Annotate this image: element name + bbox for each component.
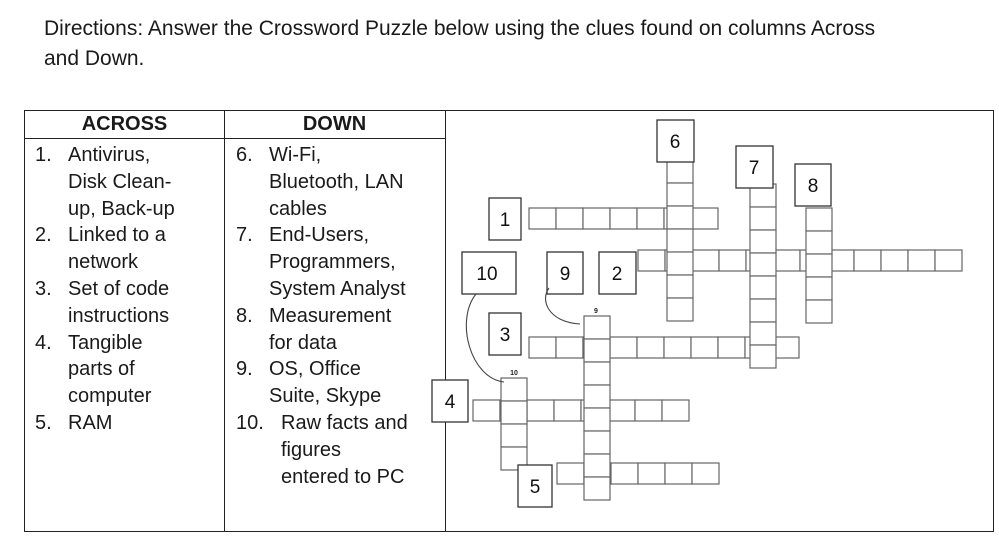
clue-number-label: 7 [748, 158, 760, 179]
crossword-cell[interactable] [584, 431, 610, 454]
crossword-cell[interactable] [806, 254, 832, 277]
clue-text-line: OS, Office [269, 358, 361, 381]
clue-number: 3. [35, 278, 52, 300]
crossword-cell[interactable] [667, 183, 693, 206]
crossword-cell[interactable] [806, 208, 832, 231]
clue-text-line: Suite, Skype [269, 385, 382, 408]
cell-start-marker: 9 [594, 308, 598, 315]
crossword-cell[interactable] [908, 250, 935, 271]
down-heading: DOWN [302, 113, 367, 135]
crossword-cell[interactable] [557, 463, 584, 484]
crossword-cell[interactable] [750, 253, 776, 276]
crossword-cell[interactable] [664, 337, 691, 358]
crossword-cell[interactable] [501, 378, 527, 401]
clue-text-line: Set of code [68, 278, 170, 300]
clue-number: 2. [35, 224, 52, 247]
crossword-cell[interactable] [584, 362, 610, 385]
crossword-cell[interactable] [637, 337, 664, 358]
clue-text-line: entered to PC [281, 465, 405, 488]
clue-text-line: cables [269, 197, 327, 220]
crossword-cell[interactable] [638, 250, 665, 271]
crossword-cell[interactable] [750, 299, 776, 322]
clue-text-line: End-Users, [269, 224, 370, 247]
crossword-cell[interactable] [667, 229, 693, 252]
crossword-cell[interactable] [473, 400, 500, 421]
crossword-cell[interactable] [773, 250, 800, 271]
clue-text-line: for data [269, 331, 337, 354]
clue-number-label: 1 [499, 210, 511, 231]
clue-number: 8. [236, 304, 253, 327]
crossword-cell[interactable] [501, 401, 527, 424]
crossword-cell[interactable] [667, 275, 693, 298]
clue-text-line: instructions [68, 304, 170, 327]
clue-number-label: 6 [669, 132, 681, 153]
crossword-cell[interactable] [584, 316, 610, 339]
crossword-cell[interactable] [584, 408, 610, 431]
clue-number: 7. [236, 224, 253, 247]
crossword-cell[interactable] [665, 463, 692, 484]
crossword-cell[interactable] [610, 337, 637, 358]
crossword-cell[interactable] [608, 400, 635, 421]
crossword-cell[interactable] [718, 337, 745, 358]
crossword-cell[interactable] [527, 400, 554, 421]
clue-number-label: 5 [529, 477, 541, 498]
crossword-cell[interactable] [635, 400, 662, 421]
clue-text-line: RAM [68, 412, 113, 434]
clue-text-line: Linked to a [68, 224, 166, 247]
clue-number-label: 2 [611, 264, 623, 285]
crossword-cell[interactable] [667, 252, 693, 275]
crossword-cell[interactable] [750, 345, 776, 368]
crossword-cell[interactable] [610, 208, 637, 229]
crossword-cell[interactable] [584, 385, 610, 408]
crossword-cell[interactable] [554, 400, 581, 421]
clue-text-line: Antivirus, [68, 144, 151, 166]
crossword-cell[interactable] [667, 206, 693, 229]
crossword-cell[interactable] [556, 337, 583, 358]
clue-text-line: Programmers, [269, 251, 396, 274]
clue-text-line: figures [281, 438, 342, 461]
crossword-cell[interactable] [637, 208, 664, 229]
clue-text-line: parts of [68, 358, 135, 381]
clue-text-line: Raw facts and [281, 412, 408, 434]
clue-number: 6. [236, 144, 253, 166]
clue-text-line: Measurement [269, 304, 392, 327]
directions-line-2: and Down. [44, 47, 145, 70]
crossword-cell[interactable] [584, 339, 610, 362]
crossword-cell[interactable] [750, 276, 776, 299]
crossword-cell[interactable] [667, 160, 693, 183]
crossword-cell[interactable] [750, 322, 776, 345]
clue-text-line: up, Back-up [68, 197, 175, 220]
cell-start-marker: 10 [510, 370, 518, 377]
crossword-cell[interactable] [667, 298, 693, 321]
crossword-cell[interactable] [806, 300, 832, 323]
crossword-cell[interactable] [584, 477, 610, 500]
clue-number: 5. [35, 412, 52, 434]
clue-text-line: Wi-Fi, [269, 144, 322, 166]
clue-number-label: 3 [499, 325, 511, 346]
crossword-cell[interactable] [691, 208, 718, 229]
crossword-cell[interactable] [501, 424, 527, 447]
clue-number-label: 9 [559, 264, 571, 285]
crossword-cell[interactable] [806, 277, 832, 300]
clue-text-line: network [68, 251, 139, 274]
crossword-cell[interactable] [638, 463, 665, 484]
crossword-cell[interactable] [935, 250, 962, 271]
directions-text: Answer the Crossword Puzzle below using the clues found on columns Across [143, 17, 876, 40]
crossword-cell[interactable] [529, 337, 556, 358]
clue-number: 10. [236, 412, 264, 434]
crossword-cell[interactable] [854, 250, 881, 271]
crossword-cell[interactable] [611, 463, 638, 484]
crossword-cell[interactable] [583, 208, 610, 229]
clue-number-label: 4 [444, 392, 456, 413]
crossword-cell[interactable] [529, 208, 556, 229]
clue-number: 1. [35, 144, 52, 166]
crossword-cell[interactable] [584, 454, 610, 477]
crossword-cell[interactable] [806, 231, 832, 254]
crossword-cell[interactable] [750, 207, 776, 230]
across-heading: ACROSS [81, 113, 168, 135]
clue-number: 9. [236, 358, 253, 381]
clue-number-label: 8 [807, 176, 819, 197]
crossword-cell[interactable] [750, 230, 776, 253]
clue-number-label: 10 [476, 264, 498, 285]
crossword-cell[interactable] [691, 337, 718, 358]
clue-text-line: System Analyst [269, 277, 406, 300]
clue-text-line: Tangible [68, 331, 143, 354]
crossword-cell[interactable] [692, 463, 719, 484]
clue-text-line: Bluetooth, LAN [269, 170, 404, 193]
crossword-cell[interactable] [556, 208, 583, 229]
directions-prefix: Directions: [44, 17, 144, 40]
crossword-cell[interactable] [881, 250, 908, 271]
clue-text-line: computer [68, 385, 152, 408]
crossword-cell[interactable] [662, 400, 689, 421]
crossword-cell[interactable] [719, 250, 746, 271]
crossword-cell[interactable] [692, 250, 719, 271]
clue-number: 4. [35, 331, 52, 354]
clue-text-line: Disk Clean- [68, 170, 172, 193]
